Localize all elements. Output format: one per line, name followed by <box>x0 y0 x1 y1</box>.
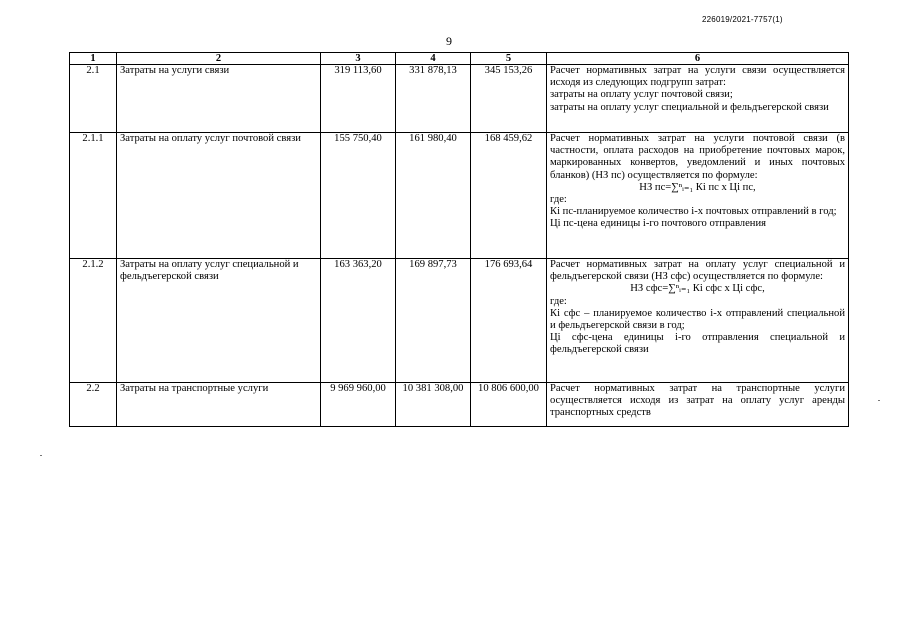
value-col-5: 168 459,62 <box>471 133 547 259</box>
description-text: Расчет нормативных затрат на оплату услуг специальной и фельдъегерской связи (НЗ сфс) осуществляется по формуле: <box>550 259 845 283</box>
value-col-4: 169 897,73 <box>396 259 471 383</box>
value-col-3: 9 969 960,00 <box>321 383 396 427</box>
table-row <box>70 383 849 427</box>
description-text: Цi сфс-цена единицы i-го отправления специальной и фельдъегерской связи <box>550 332 845 356</box>
row-number: 2.1.1 <box>70 133 117 259</box>
value-col-3: 319 113,60 <box>321 65 396 133</box>
column-header: 6 <box>547 53 849 65</box>
row-number: 2.1.2 <box>70 259 117 383</box>
column-header: 4 <box>396 53 471 65</box>
column-header: 2 <box>117 53 321 65</box>
page-number: 9 <box>446 34 452 48</box>
description-text: Расчет нормативных затрат на услуги почтовой связи (в частности, оплата расходов на приобретение почтовых марок, маркированных конвертов, уведомлений и иных почтовых бланков) (НЗ пс) осуществляется по формуле: <box>550 133 845 181</box>
table-row <box>70 133 849 259</box>
calculation-description <box>547 133 849 259</box>
expense-name: Затраты на транспортные услуги <box>117 383 321 427</box>
table-row <box>70 259 849 383</box>
table-header-row <box>70 53 849 65</box>
description-text: Расчет нормативных затрат на транспортные услуги осуществляется исходя из затрат на оплату услуг аренды транспортных средств <box>550 383 845 419</box>
row-number: 2.1 <box>70 65 117 133</box>
value-col-4: 331 878,13 <box>396 65 471 133</box>
value-col-3: 155 750,40 <box>321 133 396 259</box>
expense-name: Затраты на оплату услуг почтовой связи <box>117 133 321 259</box>
description-text: Кi сфс – планируемое количество i-х отправлений специальной и фельдъегерской связи в год; <box>550 307 845 332</box>
value-col-5: 345 153,26 <box>471 65 547 133</box>
table-row <box>70 65 849 133</box>
column-header: 5 <box>471 53 547 65</box>
description-text: Цi пс-цена единицы i-го почтового отправления <box>550 218 767 230</box>
description-text: Кi пс-планируемое количество i-х почтовых отправлений в год; <box>550 206 837 218</box>
value-col-4: 10 381 308,00 <box>396 383 471 427</box>
document-id: 226019/2021-7757(1) <box>702 15 783 24</box>
scan-speck <box>40 455 42 456</box>
formula: НЗ пс=∑ⁿᵢ₌₁ Кi пс х Цi пс, <box>639 181 756 193</box>
description-text: где: <box>550 295 567 307</box>
value-col-5: 10 806 600,00 <box>471 383 547 427</box>
description-text: затраты на оплату услуг специальной и фельдъегерской связи <box>550 101 829 113</box>
value-col-5: 176 693,64 <box>471 259 547 383</box>
value-col-3: 163 363,20 <box>321 259 396 383</box>
description-text: где: <box>550 194 567 206</box>
value-col-4: 161 980,40 <box>396 133 471 259</box>
description-text: затраты на оплату услуг почтовой связи; <box>550 89 733 101</box>
expense-name: Затраты на услуги связи <box>117 65 321 133</box>
calculation-description <box>547 383 849 427</box>
description-text: Расчет нормативных затрат на услуги связи осуществляется исходя из следующих подгрупп затрат: <box>550 65 845 89</box>
column-header: 3 <box>321 53 396 65</box>
column-header: 1 <box>70 53 117 65</box>
scan-speck <box>878 400 880 401</box>
calculation-description <box>547 65 849 133</box>
calculation-description <box>547 259 849 383</box>
row-number: 2.2 <box>70 383 117 427</box>
expenses-table <box>69 52 849 427</box>
formula: НЗ сфс=∑ⁿᵢ₌₁ Кi сфс х Цi сфс, <box>630 283 765 295</box>
expense-name: Затраты на оплату услуг специальной и фельдъегерской связи <box>117 259 321 383</box>
